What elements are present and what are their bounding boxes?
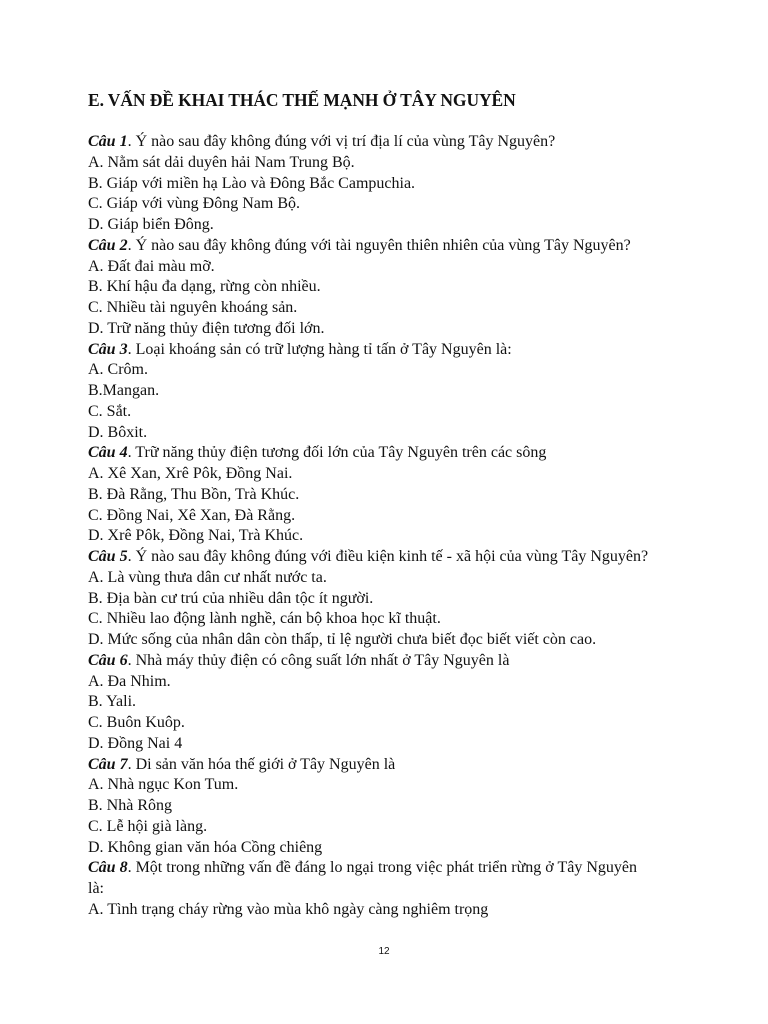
- question-number: Câu 5: [88, 548, 128, 565]
- section-title: E. VẤN ĐỀ KHAI THÁC THẾ MẠNH Ở TÂY NGUYÊN: [88, 90, 516, 110]
- question-8: [88, 858, 708, 920]
- option-a: A. Nhà ngục Kon Tum.: [88, 776, 239, 794]
- option-a: A. Là vùng thưa dân cư nhất nước ta.: [88, 568, 327, 586]
- option-d: D. Trữ năng thủy điện tương đối lớn.: [88, 319, 325, 337]
- option-a: A. Đa Nhim.: [88, 672, 171, 690]
- question-stem: [88, 132, 708, 153]
- question-text: . Ý nào sau đây không đúng với tài nguyên thiên nhiên của vùng Tây Nguyên?: [127, 236, 631, 254]
- question-stem: [88, 236, 708, 257]
- option-c: C. Lễ hội già làng.: [88, 817, 208, 835]
- option-d: D. Bôxit.: [88, 423, 148, 441]
- question-6: [88, 651, 708, 755]
- question-text: . Một trong những vấn đề đáng lo ngại trong việc phát triển rừng ở Tây Nguyên: [127, 859, 637, 877]
- question-text: . Di sản văn hóa thế giới ở Tây Nguyên là: [127, 755, 396, 773]
- option-c: C. Nhiều tài nguyên khoáng sản.: [88, 299, 298, 316]
- option-d: D. Mức sống của nhân dân còn thấp, tỉ lệ người chưa biết đọc biết viết còn cao.: [88, 631, 597, 648]
- question-7: [88, 755, 708, 859]
- option-c: C. Đồng Nai, Xê Xan, Đà Rằng.: [88, 506, 296, 524]
- option-a: A. Tình trạng cháy rừng vào mùa khô ngày càng nghiêm trọng: [88, 900, 489, 918]
- question-stem: [88, 443, 708, 464]
- question-number: Câu 8: [88, 859, 128, 877]
- question-text: . Trữ năng thủy điện tương đối lớn của Tây Nguyên trên các sông: [127, 444, 547, 462]
- option-a: A. Xê Xan, Xrê Pôk, Đồng Nai.: [88, 465, 293, 482]
- question-stem: [88, 651, 708, 672]
- question-stem: [88, 547, 708, 568]
- question-text: . Ý nào sau đây không đúng với điều kiện kinh tế - xã hội của vùng Tây Nguyên?: [127, 548, 649, 565]
- page-number: 12: [378, 946, 390, 957]
- option-b: B.Mangan.: [88, 382, 160, 399]
- option-d: D. Xrê Pôk, Đồng Nai, Trà Khúc.: [88, 527, 304, 545]
- question-text: . Nhà máy thủy điện có công suất lớn nhất ở Tây Nguyên là: [127, 651, 510, 669]
- question-2: [88, 236, 708, 340]
- option-c: C. Buôn Kuôp.: [88, 714, 185, 731]
- option-c: C. Sắt.: [88, 402, 132, 420]
- option-a: A. Crôm.: [88, 361, 148, 379]
- question-stem: [88, 755, 708, 776]
- question-number: Câu 1: [88, 133, 128, 150]
- question-number: Câu 3: [88, 340, 128, 358]
- option-b: B. Địa bàn cư trú của nhiều dân tộc ít người.: [88, 589, 374, 607]
- question-number: Câu 4: [88, 444, 128, 462]
- question-4: [88, 443, 708, 547]
- option-b: B. Khí hậu đa dạng, rừng còn nhiều.: [88, 278, 321, 296]
- question-3: [88, 340, 708, 444]
- option-a: A. Đất đai màu mỡ.: [88, 257, 215, 275]
- question-number: Câu 2: [88, 236, 128, 254]
- option-d: D. Đồng Nai 4: [88, 734, 183, 752]
- question-stem: [88, 858, 708, 879]
- question-5: [88, 547, 708, 651]
- question-stem: [88, 340, 708, 361]
- option-b: B. Yali.: [88, 693, 137, 711]
- option-b: B. Nhà Rông: [88, 797, 172, 814]
- question-1: [88, 132, 708, 236]
- question-text: . Ý nào sau đây không đúng với vị trí địa lí của vùng Tây Nguyên?: [127, 133, 556, 150]
- option-a: A. Nằm sát dải duyên hải Nam Trung Bộ.: [88, 153, 355, 171]
- option-c: C. Nhiều lao động lành nghề, cán bộ khoa học kĩ thuật.: [88, 610, 441, 628]
- question-number: Câu 7: [88, 755, 128, 773]
- option-d: D. Không gian văn hóa Cồng chiêng: [88, 838, 323, 856]
- option-c: C. Giáp với vùng Đông Nam Bộ.: [88, 195, 301, 213]
- question-text: . Loại khoáng sản có trữ lượng hàng tỉ tấn ở Tây Nguyên là:: [127, 340, 512, 358]
- option-b: B. Đà Rằng, Thu Bồn, Trà Khúc.: [88, 485, 300, 503]
- option-b: B. Giáp với miền hạ Lào và Đông Bắc Campuchia.: [88, 174, 416, 192]
- option-d: D. Giáp biển Đông.: [88, 216, 214, 233]
- question-list: [88, 132, 708, 921]
- question-number: Câu 6: [88, 651, 128, 669]
- question-text-continuation: là:: [88, 880, 104, 897]
